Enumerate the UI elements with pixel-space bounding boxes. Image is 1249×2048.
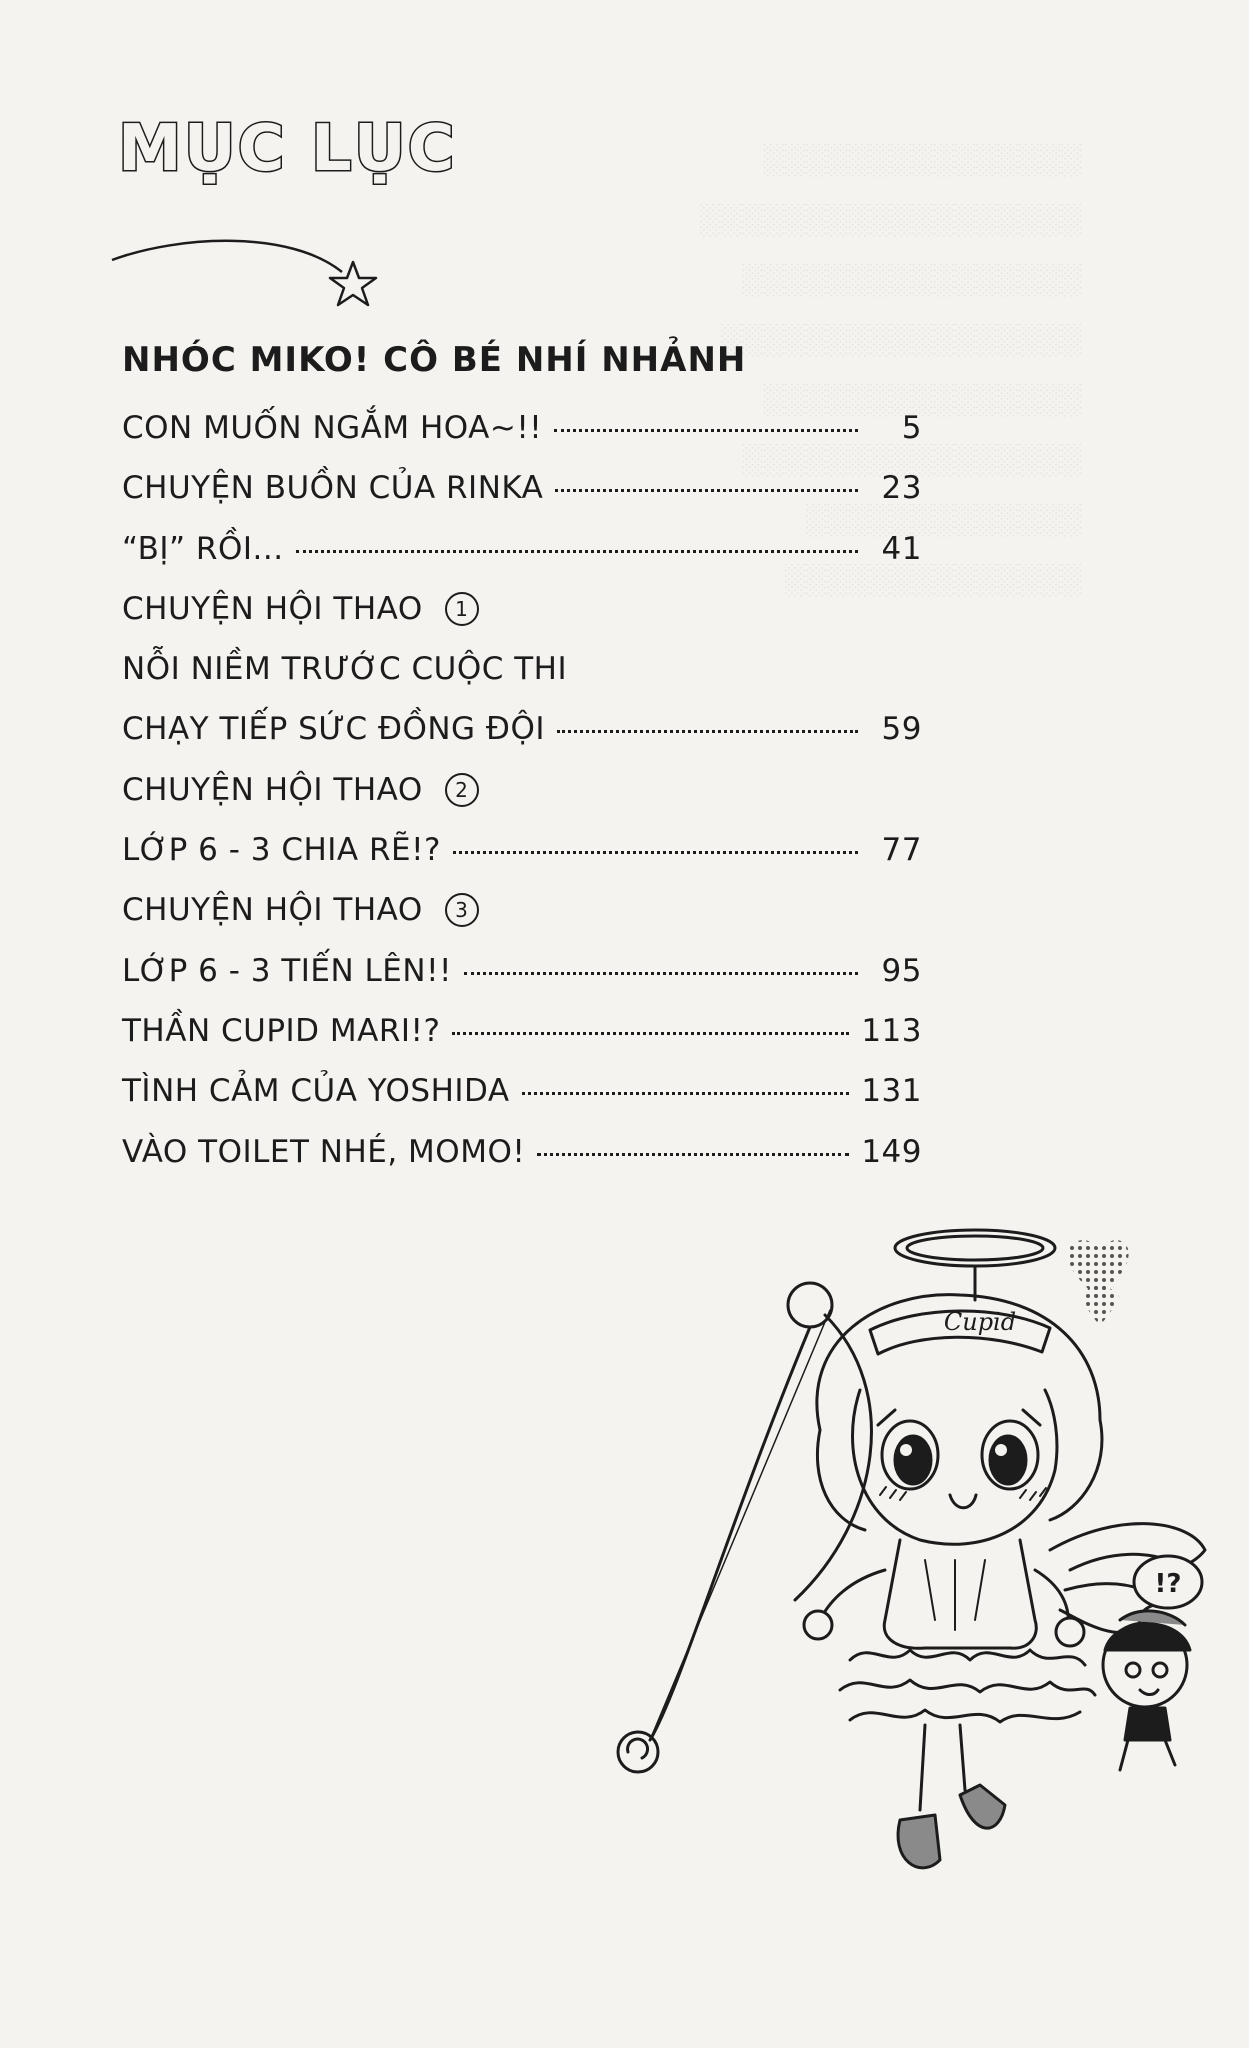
toc-entry-label: LỚP 6 - 3 CHIA RẼ!?	[122, 832, 441, 869]
toc-entry-page: 23	[881, 470, 922, 507]
toc-entry[interactable]	[122, 410, 922, 470]
dot-leader	[537, 1153, 849, 1156]
toc-entry-page: 131	[861, 1073, 922, 1110]
toc-entry-page: 59	[881, 711, 922, 748]
toc-entry-label: CHUYỆN BUỒN CỦA RINKA	[122, 470, 544, 507]
headband-text: Cupid	[943, 1308, 1017, 1336]
toc-entry-label: CHẠY TIẾP SỨC ĐỒNG ĐỘI	[122, 711, 545, 748]
shooting-star-icon	[110, 230, 380, 320]
table-of-contents	[122, 410, 922, 1194]
toc-entry-label: CHUYỆN HỘI THAO	[122, 771, 423, 808]
book-title: NHÓC MIKO! CÔ BÉ NHÍ NHẢNH	[122, 340, 747, 380]
toc-entry[interactable]	[122, 1013, 922, 1073]
toc-entry-label: CHUYỆN HỘI THAO	[122, 892, 423, 929]
toc-entry-heading	[122, 892, 922, 952]
toc-entry-page: 5	[901, 410, 922, 446]
circled-number-badge: 3	[445, 893, 479, 927]
toc-entry-label: CON MUỐN NGẮM HOA~!!	[122, 410, 543, 446]
toc-entry-label: VÀO TOILET NHÉ, MOMO!	[122, 1133, 526, 1170]
dot-leader	[464, 972, 858, 975]
speech-bubble-text: !?	[1154, 1569, 1182, 1599]
dot-leader	[554, 429, 858, 432]
dot-leader	[555, 489, 858, 492]
cupid-illustration	[580, 1220, 1240, 1920]
toc-entry-page: 95	[881, 952, 922, 989]
toc-entry[interactable]	[122, 711, 922, 771]
dot-leader	[522, 1092, 850, 1095]
toc-entry-label: TÌNH CẢM CỦA YOSHIDA	[122, 1073, 510, 1110]
toc-entry[interactable]	[122, 1134, 922, 1194]
toc-entry-label: CHUYỆN HỘI THAO	[122, 590, 423, 627]
toc-entry-label: NỖI NIỀM TRƯỚC CUỘC THI	[122, 651, 568, 688]
toc-entry-label: LỚP 6 - 3 TIẾN LÊN!!	[122, 952, 452, 989]
toc-entry-page: 113	[861, 1012, 922, 1049]
toc-entry[interactable]	[122, 953, 922, 1013]
circled-number-badge: 2	[445, 773, 479, 807]
page-title: MỤC LỤC	[118, 112, 457, 186]
toc-entry[interactable]	[122, 1073, 922, 1133]
dot-leader	[296, 550, 858, 553]
toc-entry-page: 77	[881, 832, 922, 869]
dot-leader	[557, 730, 858, 733]
toc-entry-page: 41	[881, 530, 922, 567]
toc-entry[interactable]	[122, 531, 922, 591]
toc-entry[interactable]	[122, 470, 922, 530]
toc-entry-label: “BỊ” RỒI...	[122, 530, 284, 567]
toc-entry[interactable]	[122, 832, 922, 892]
dot-leader	[453, 851, 858, 854]
dot-leader	[452, 1032, 849, 1035]
toc-entry-page: 149	[861, 1133, 922, 1170]
bleed-through-texture: ░░░░░░░░░░░░░░░ ░░░░░░░░░░░░░░░░░░ ░░░░░░░░░░░░░░░░ ░░░░░░░░░░░░░░░░░ ░░░░░░░░░░░░░░░ ░░░░░░░░░░░░░░░░ ░░░░░░░░░░░░░ ░░░░░░░░░░░░░░	[700, 143, 1083, 596]
circled-number-badge: 1	[445, 592, 479, 626]
toc-entry-label: THẦN CUPID MARI!?	[122, 1012, 441, 1049]
toc-entry-heading	[122, 772, 922, 832]
toc-entry-heading	[122, 591, 922, 651]
toc-entry-heading	[122, 651, 922, 711]
